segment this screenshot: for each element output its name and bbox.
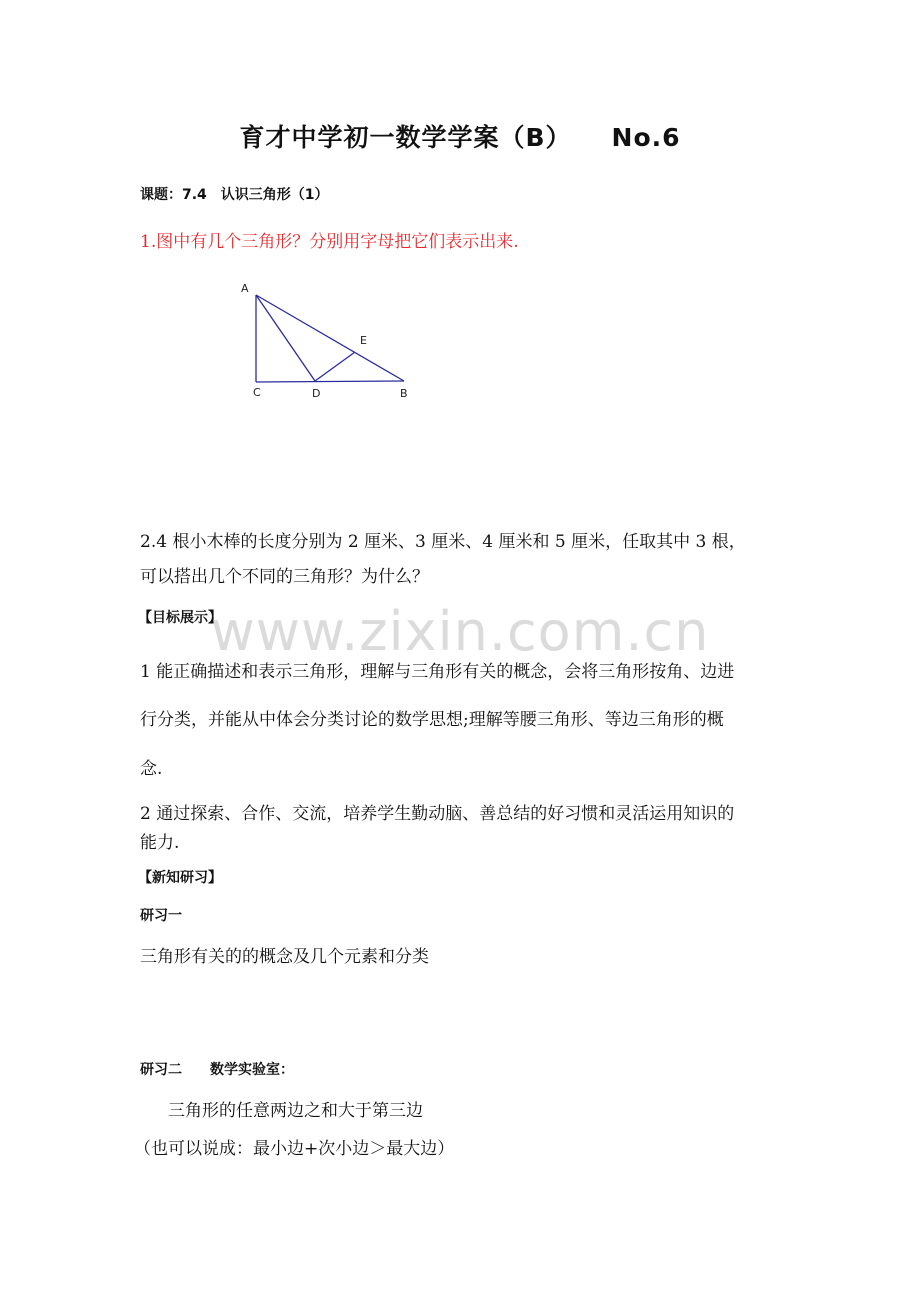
goal-2-line-1: 2 通过探索、合作、交流，培养学生勤动脑、善总结的好习惯和灵活运用知识的 (140, 804, 735, 824)
study-2-line-2: （也可以说成：最小边+次小边＞最大边） (134, 1139, 455, 1159)
title-number: No.6 (611, 123, 681, 152)
title-text: 育才中学初一数学学案（B） (239, 123, 572, 152)
point-label-c: C (253, 386, 261, 399)
point-label-d: D (312, 387, 321, 400)
question-1: 1.图中有几个三角形？分别用字母把它们表示出来. (140, 232, 519, 252)
watermark: www.zixin.com.cn (210, 600, 710, 663)
segment-de (315, 352, 355, 381)
study-1-text: 三角形有关的的概念及几个元素和分类 (140, 947, 429, 967)
goal-1-line-1: 1 能正确描述和表示三角形，理解与三角形有关的概念，会将三角形按角、边进 (140, 662, 735, 682)
point-label-e: E (360, 334, 367, 347)
triangle-figure (230, 275, 430, 405)
goal-1-line-2: 行分类，并能从中体会分类讨论的数学思想;理解等腰三角形、等边三角形的概 (140, 710, 724, 730)
goal-2-line-2: 能力. (140, 833, 180, 853)
segment-ab (256, 295, 404, 381)
question-2-line-1: 2.4 根小木棒的长度分别为 2 厘米、3 厘米、4 厘米和 5 厘米，任取其中 3 根， (140, 532, 746, 552)
point-label-a: A (241, 282, 249, 295)
segment-ad (256, 295, 315, 381)
study-2-heading: 研习二 数学实验室： (140, 1062, 294, 1078)
goals-heading: 【目标展示】 (138, 610, 222, 626)
study-2-line-1: 三角形的任意两边之和大于第三边 (168, 1101, 423, 1121)
question-2-line-2: 可以搭出几个不同的三角形？为什么？ (140, 567, 429, 587)
study-1-heading: 研习一 (140, 908, 182, 924)
new-knowledge-heading: 【新知研习】 (138, 870, 222, 886)
page-title (0, 118, 920, 154)
point-label-b: B (400, 387, 408, 400)
lesson-topic: 课题：7.4 认识三角形（1） (140, 187, 329, 203)
goal-1-line-3: 念. (140, 759, 163, 779)
segment-cb (256, 381, 404, 382)
